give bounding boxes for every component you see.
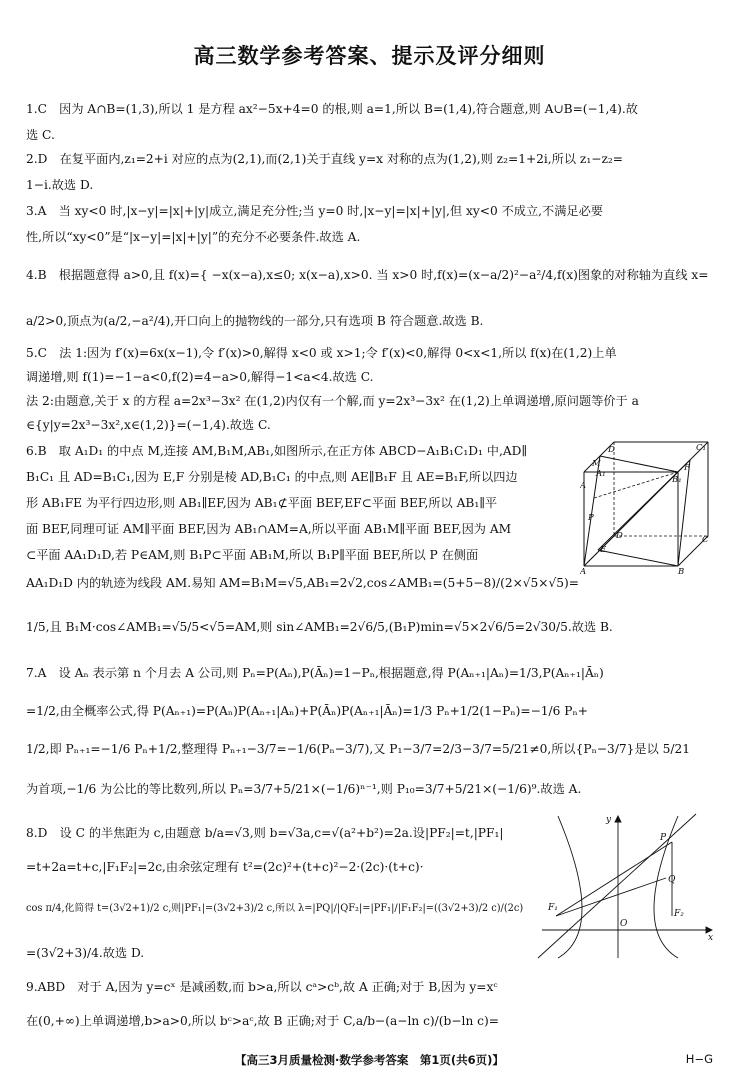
- answer-line: B₁C₁ 且 AD=B₁C₁,因为 E,F 分别是棱 AD,B₁C₁ 的中点,则 AE∥B₁F 且 AE=B₁F,所以四边: [26, 470, 518, 484]
- answer-line: 调递增,则 f(1)=−1−a<0,f(2)=4−a>0,解得−1<a<4.故选 C.: [26, 370, 374, 384]
- label-d-top: D: [608, 445, 615, 455]
- label-q: Q: [668, 875, 676, 885]
- label-b: B: [678, 567, 685, 574]
- page-title: 高三数学参考答案、提示及评分细则: [193, 44, 546, 68]
- answer-line: 3.A 当 xy<0 时,|x−y|=|x|+|y|成立,满足充分性;当 y=0 时,|x−y|=|x|+|y|,但 xy<0 不成立,不满足必要: [26, 204, 603, 218]
- answer-line: 选 C.: [26, 128, 55, 142]
- segment-b1m: [600, 456, 678, 472]
- label-f: F: [684, 463, 690, 473]
- answer-line: =(3√2+3)/4.故选 D.: [26, 946, 145, 960]
- hidden-edge-ad: [584, 536, 614, 566]
- label-b1: B₁: [672, 475, 682, 485]
- answer-line: 1/2,即 Pₙ₊₁=−1/6 Pₙ+1/2,整理得 Pₙ₊₁−3/7=−1/6(Pₙ−3/7),又 P₁−3/7=2/3−3/7=5/21≠0,所以{Pₙ−3/7}是以 5/21: [26, 742, 691, 756]
- answer-line: 8.D 设 C 的半焦距为 c,由题意 b/a=√3,则 b=√3a,c=√(a²+b²)=2a.设|PF₂|=t,|PF₁|: [26, 826, 504, 840]
- answer-line: 面 BEF,同理可证 AM∥平面 BEF,因为 AB₁∩AM=A,所以平面 AB₁M∥平面 BEF,因为 AM: [26, 522, 512, 536]
- label-y: y: [606, 815, 612, 825]
- answer-line: 性,所以“xy<0”是“|x−y|=|x|+|y|”的充分不必要条件.故选 A.: [26, 230, 361, 244]
- answer-line: ⊂平面 AA₁D₁D,若 P∈AM,则 B₁P⊂平面 AB₁M,所以 B₁P∥平面 BEF,所以 P 在侧面: [26, 548, 479, 562]
- answer-line: 7.A 设 Aₙ 表示第 n 个月去 A 公司,则 Pₙ=P(Aₙ),P(Āₙ)=1−Pₙ,根据题意,得 P(Aₙ₊₁|Aₙ)=1/3,P(Aₙ₊₁|Āₙ): [26, 666, 604, 680]
- footer-title: 【高三3月质量检测·数学参考答案 第1页(共6页)】: [235, 1053, 504, 1067]
- line-f1-p: [556, 842, 672, 916]
- label-a-bottom: A: [580, 567, 587, 574]
- answer-line: =t+2a=t+c,|F₁F₂|=2c,由余弦定理有 t²=(2c)²+(t+c)²−2·(2c)·(t+c)·: [26, 860, 424, 874]
- label-p: P: [660, 833, 667, 843]
- answer-line: 1−i.故选 D.: [26, 178, 94, 192]
- answer-line: 形 AB₁FE 为平行四边形,则 AB₁∥EF,因为 AB₁⊄平面 BEF,EF⊂平面 BEF,所以 AB₁∥平: [26, 496, 498, 510]
- y-axis-arrow: [615, 816, 621, 822]
- answer-line: 5.C 法 1:因为 f′(x)=6x(x−1),令 f′(x)>0,解得 x<0 或 x>1;令 f′(x)<0,解得 0<x<1,所以 f(x)在(1,2)上单: [26, 346, 617, 360]
- footer-code: H−G: [685, 1052, 713, 1066]
- hyperbola-figure: [536, 812, 718, 962]
- answer-line: 1/5,且 B₁M·cos∠AMB₁=√5/5<√5=AM,则 sin∠AMB₁=2√6/5,(B₁P)min=√5×2√6/5=2√30/5.故选 B.: [26, 620, 613, 634]
- answer-line: 1.C 因为 A∩B=(1,3),所以 1 是方程 ax²−5x+4=0 的根,则 a=1,所以 B=(1,4),符合题意,则 A∪B=(−1,4).故: [26, 102, 638, 116]
- label-c1: C₁: [696, 443, 706, 453]
- answer-line: 为首项,−1/6 为公比的等比数列,所以 Pₙ=3/7+5/21×(−1/6)ⁿ⁻¹,则 P₁₀=3/7+5/21×(−1/6)⁹.故选 A.: [26, 782, 582, 796]
- label-a-left: A: [580, 481, 587, 491]
- answer-line: AA₁D₁D 内的轨迹为线段 AM.易知 AM=B₁M=√5,AB₁=2√2,cos∠AMB₁=(5+5−8)/(2×√5×√5)=: [26, 576, 580, 590]
- label-m: M: [592, 459, 601, 469]
- label-a1: A₁: [596, 469, 606, 479]
- label-d-low: D: [616, 531, 623, 541]
- label-c: C: [702, 535, 709, 545]
- answer-line: 在(0,+∞)上单调递增,b>a>0,所以 bᶜ>aᶜ,故 B 正确;对于 C,a/b−(a−ln c)/(b−ln c)=: [26, 1014, 499, 1028]
- answer-line: a/2>0,顶点为(a/2,−a²/4),开口向上的抛物线的一部分,只有选项 B 符合题意.故选 B.: [26, 314, 484, 328]
- answer-line: 6.B 取 A₁D₁ 的中点 M,连接 AM,B₁M,AB₁,如图所示,在正方体 ABCD−A₁B₁C₁D₁ 中,AD∥: [26, 444, 528, 458]
- answer-line: ∈{y|y=2x³−3x²,x∈(1,2)}=(−1,4).故选 C.: [26, 418, 271, 432]
- label-o: O: [620, 919, 628, 929]
- label-p: P: [588, 513, 594, 523]
- label-f2: F₂: [674, 909, 684, 919]
- answer-line: =1/2,由全概率公式,得 P(Aₙ₊₁)=P(Aₙ)P(Aₙ₊₁|Aₙ)+P(Āₙ)P(Aₙ₊₁|Āₙ)=1/3 Pₙ+1/2(1−Pₙ)=−1/6 Pₙ+: [26, 704, 588, 718]
- answer-line: 9.ABD 对于 A,因为 y=cˣ 是减函数,而 b>a,所以 cᵃ>cᵇ,故 A 正确;对于 B,因为 y=xᶜ: [26, 980, 498, 994]
- answer-line: 4.B 根据题意得 a>0,且 f(x)={ −x(x−a),x≤0; x(x−a),x>0. 当 x>0 时,f(x)=(x−a/2)²−a²/4,f(x)图象的对称轴为直线 x=: [26, 268, 709, 282]
- label-f1: F₁: [548, 903, 558, 913]
- label-x: x: [708, 933, 714, 943]
- line-f1-q: [556, 878, 666, 916]
- answer-line: 法 2:由题意,关于 x 的方程 a=2x³−3x² 在(1,2)内仅有一个解,而 y=2x³−3x² 在(1,2)上单调递增,原问题等价于 a: [26, 394, 639, 408]
- segment-eb: [598, 550, 678, 566]
- label-e: E: [600, 545, 607, 555]
- answer-line: cos π/4,化简得 t=(3√2+1)/2 c,则|PF₁|=(3√2+3)/2 c,所以 λ=|PQ|/|QF₂|=|PF₁|/|F₁F₂|=((3√2+3)/2 c)/(2c): [26, 903, 524, 914]
- cube-figure: [580, 438, 714, 574]
- segment-ef: [598, 460, 690, 550]
- answer-line: 2.D 在复平面内,z₁=2+i 对应的点为(2,1),而(2,1)关于直线 y=x 对称的点为(1,2),则 z₂=1+2i,所以 z₁−z₂=: [26, 152, 623, 166]
